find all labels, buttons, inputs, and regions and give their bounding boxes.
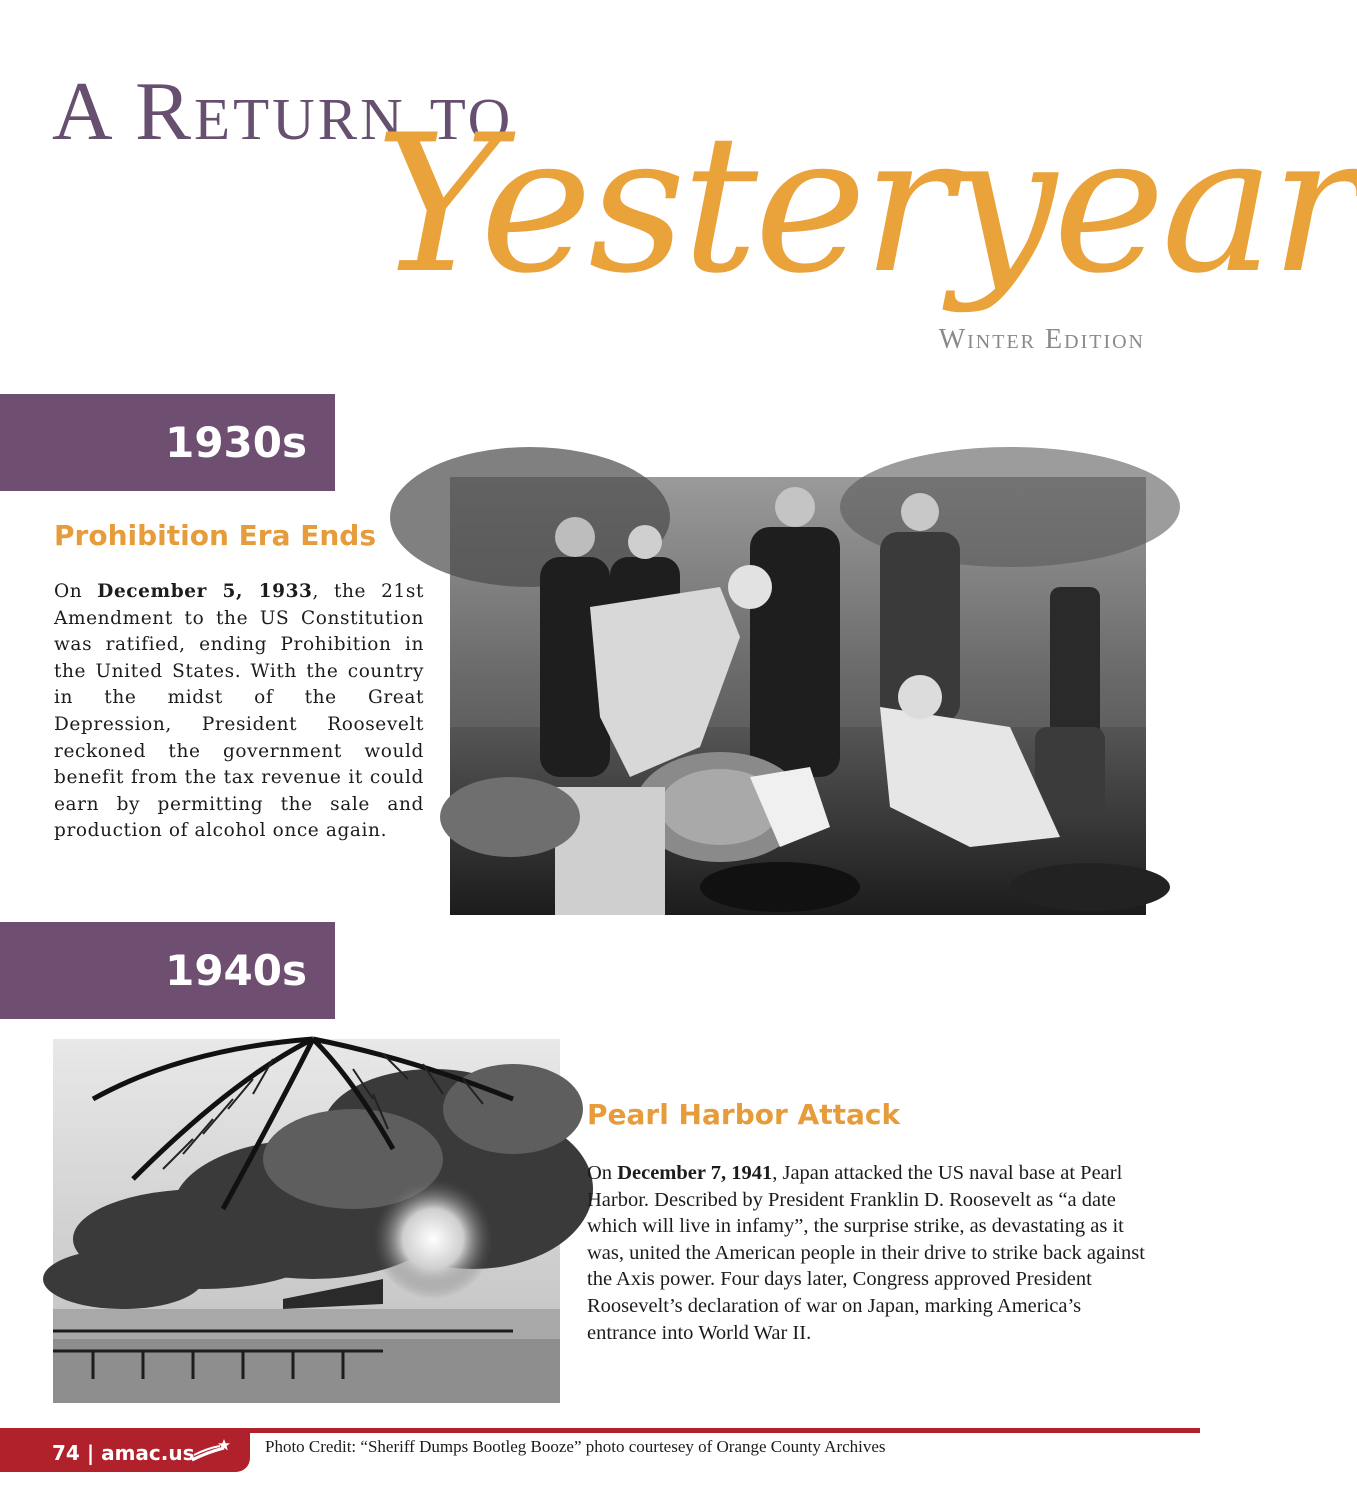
article-date: December 7, 1941 (617, 1162, 773, 1184)
article-date: December 5, 1933 (97, 581, 313, 602)
star-swoosh-icon (190, 1438, 230, 1464)
decade-band-1940s: 1940s (0, 922, 335, 1019)
site-link[interactable]: amac.us (101, 1441, 195, 1465)
photo-credit: Photo Credit: “Sheriff Dumps Bootleg Booze” photo courtesey of Orange County Archives (265, 1437, 886, 1456)
article-text-prohibition: On December 5, 1933, the 21st Amendment to the US Constitution was ratified, ending Prohibition in the United States. With the country in the midst of the Great Depression, President Roosevelt reckoned the government would benefit from the tax revenue it could earn by permitting the sale and production of alcohol once again. (54, 581, 424, 842)
folio-separator: | (86, 1441, 95, 1465)
footer-folio (0, 1428, 250, 1472)
edition-label: Winter Edition (938, 324, 1145, 355)
photo-sheriff-dumps-bootleg (450, 477, 1146, 915)
masthead-title-script: Yesteryear (375, 94, 1357, 315)
photo-pearl-harbor (53, 1039, 560, 1403)
decade-band-1930s: 1930s (0, 394, 335, 491)
section-heading-prohibition: Prohibition Era Ends (54, 519, 376, 552)
masthead-title-line1: A Return to (52, 65, 514, 158)
article-text-pearl-harbor: On December 7, 1941, Japan attacked the US naval base at Pearl Harbor. Described by President Franklin D. Roosevelt as “a date which will live in infamy”, the surprise strike, as devastating as it was, united the American people in their drive to strike back against the Axis power. Four days later, Congress approved President Roosevelt’s declaration of war on Japan, marking America’s entrance into World War II. (587, 1162, 1145, 1344)
section-heading-pearl-harbor: Pearl Harbor Attack (587, 1098, 901, 1131)
page-number: 74 (52, 1441, 80, 1465)
